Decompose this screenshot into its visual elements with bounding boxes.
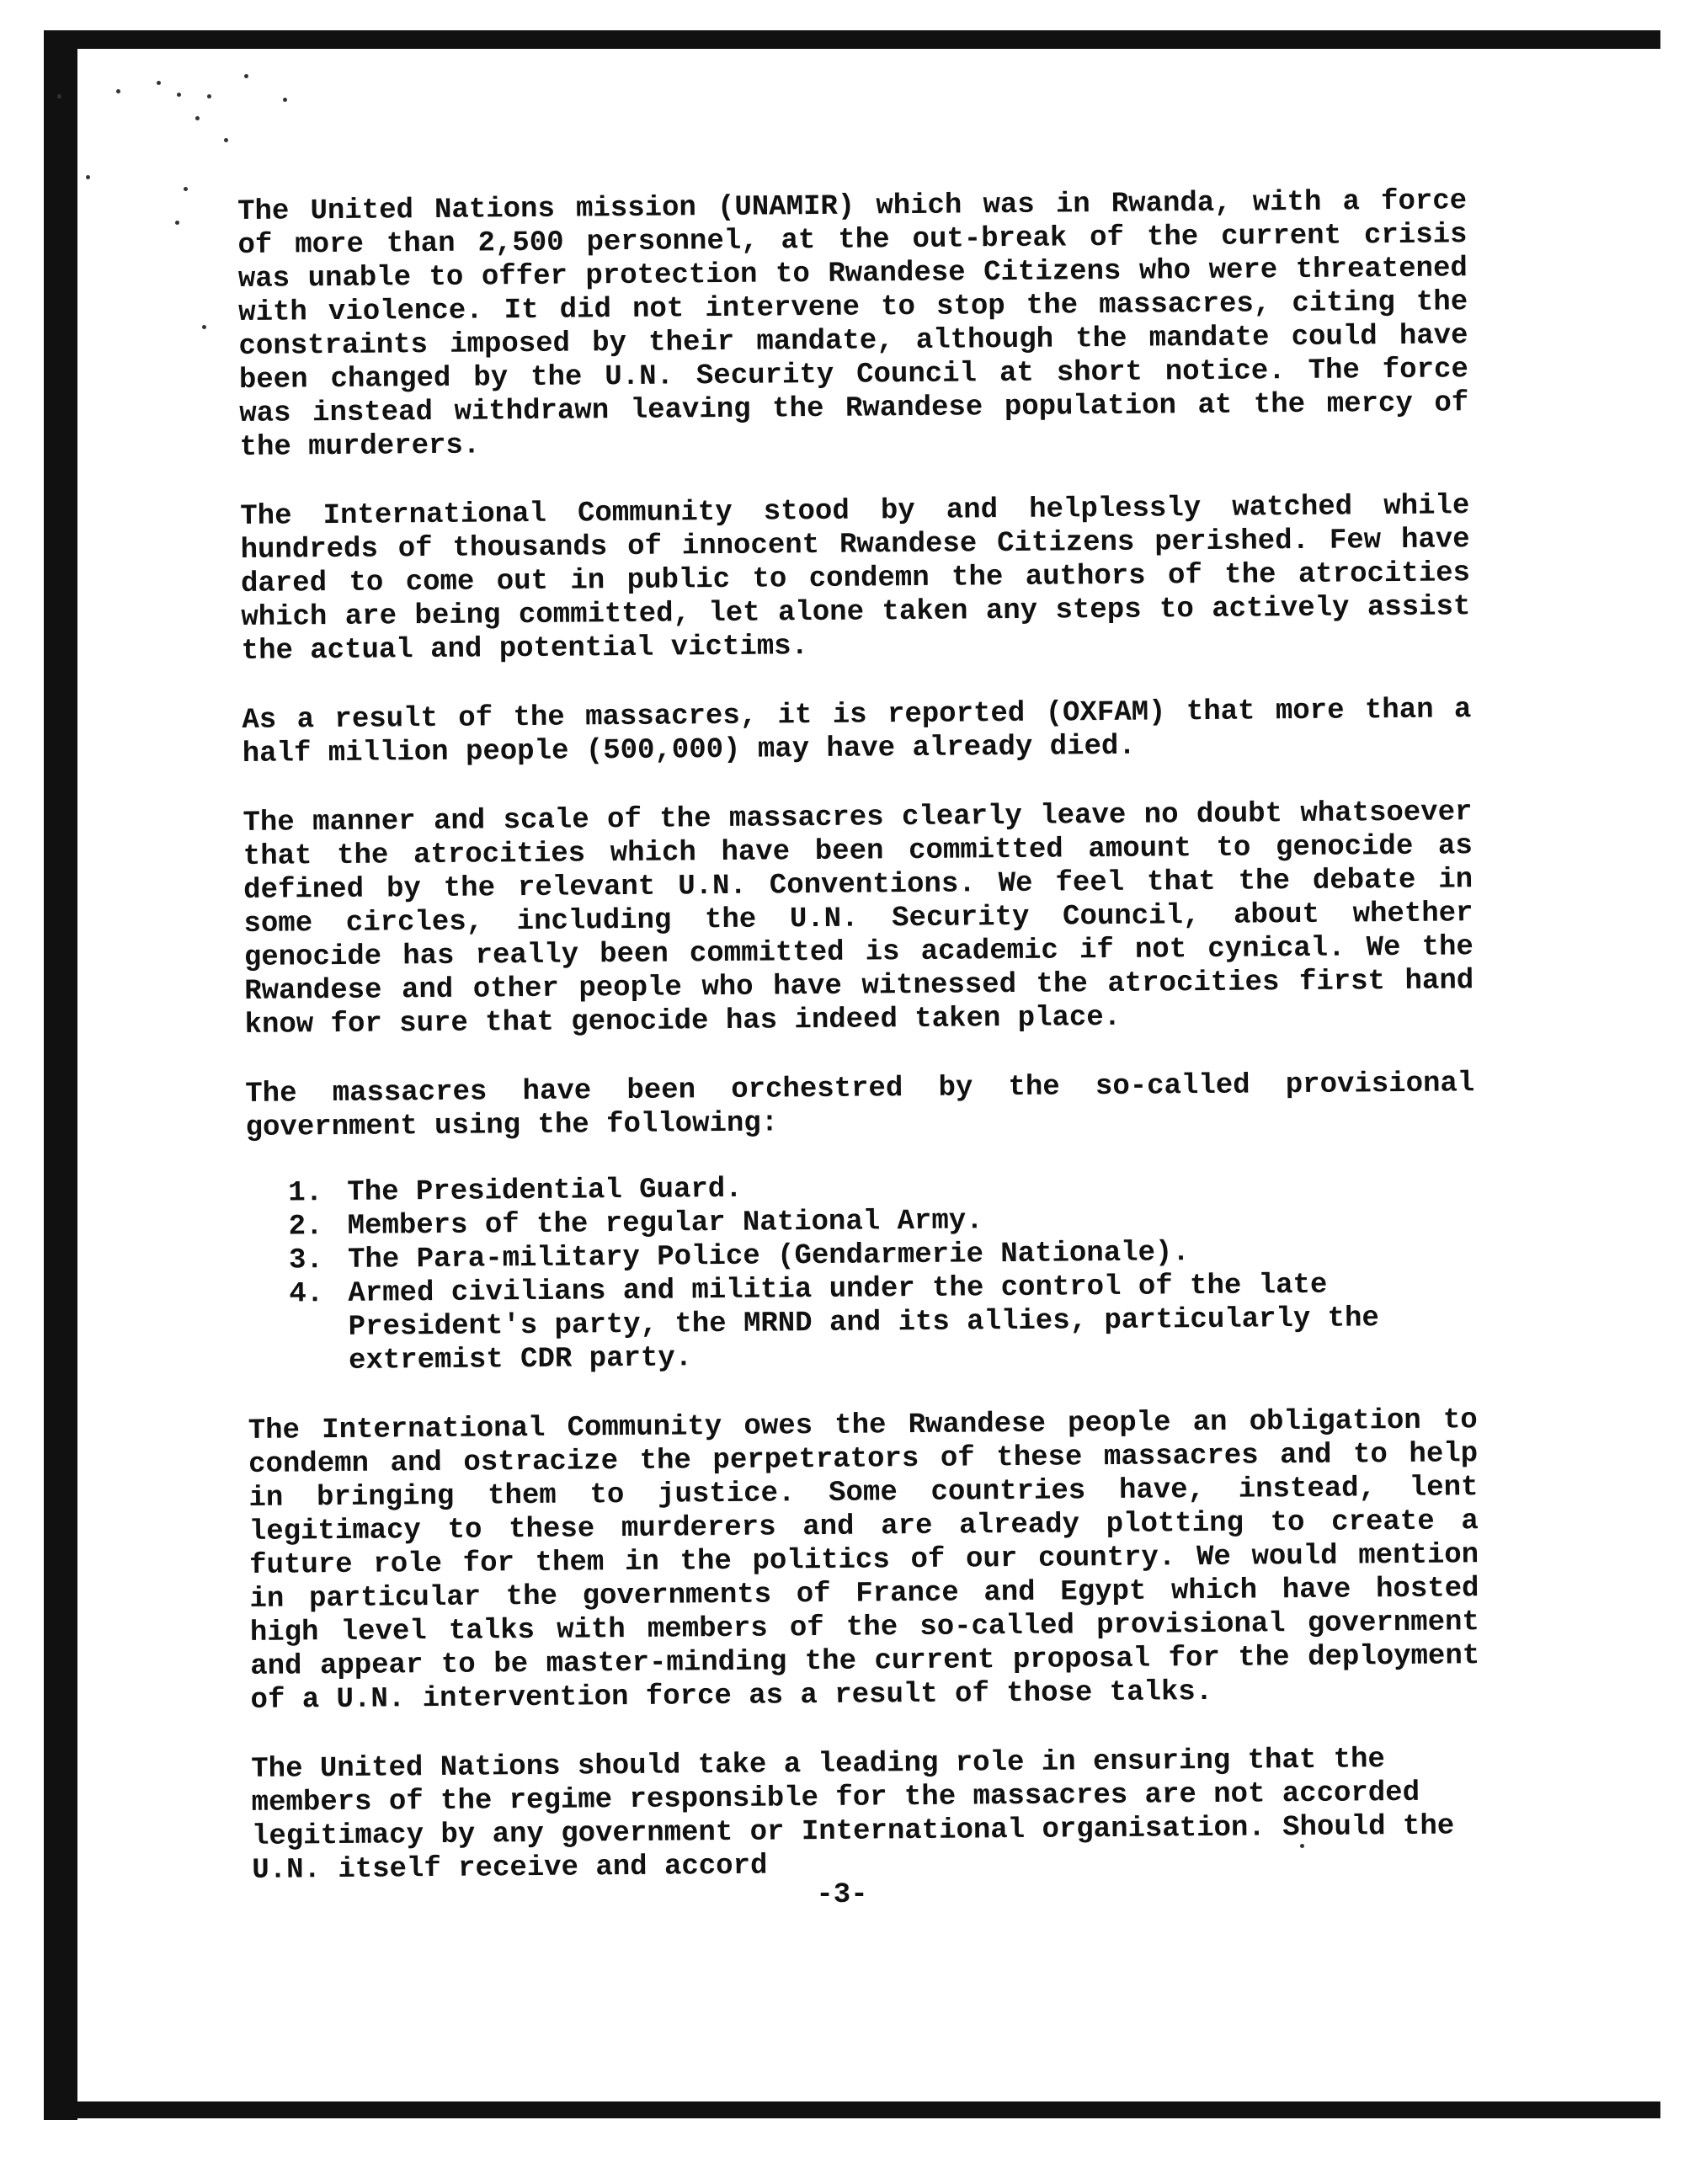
paragraph-obligation: The International Community owes the Rwandese people an obligation to condemn and ostracize the perpetrators of these massacres and to help in bringing them to justice. Some countries have, instead, lent legitimacy to these murderers and are already plotting to create a future role for them in the politics of our country. We would mention in particular the governments of France and Egypt which have hosted high level talks with members of the so-called provisional government and appear to be master-minding the current proposal for the deployment of a U.N. intervention force as a result of those talks. <box>248 1404 1480 1717</box>
list-item-number: 1. <box>288 1177 323 1210</box>
scan-border-top <box>44 30 1660 49</box>
list-item-number: 4. <box>289 1278 324 1311</box>
document-body <box>237 184 1482 1923</box>
scan-speck <box>202 325 206 329</box>
scan-speck <box>184 187 188 191</box>
scan-speck <box>157 81 161 85</box>
paragraph-unamir: The United Nations mission (UNAMIR) which was in Rwanda, with a force of more than 2,500 personnel, at the out-break of the current crisis was unable to offer protection to Rwandese Citizens who were threatened with violence. It did not intervene to stop the massacres, citing the constraints imposed by their mandate, although the mandate could have been changed by the U.N. Security Council at short notice. The force was instead withdrawn leaving the Rwandese population at the mercy of the murderers. <box>237 185 1469 464</box>
scan-border-left <box>44 30 77 2120</box>
list-item <box>289 1267 1477 1378</box>
paragraph-genocide: The manner and scale of the massacres clearly leave no doubt whatsoever that the atrocities which have been committed amount to genocide as defined by the relevant U.N. Conventions. We feel that the debate in some circles, including the U.N. Security Council, about whether genocide has really been committed is academic if not cynical. We the Rwandese and other people who have witnessed the atrocities first hand know for sure that genocide has indeed taken place. <box>242 796 1474 1041</box>
list-item-text: Armed civilians and militia under the control of the late President's party, the MRND and its allies, particularly the extremist CDR party. <box>348 1269 1380 1377</box>
scan-speck <box>57 94 61 99</box>
page-number: -3- <box>816 1879 868 1911</box>
scan-speck <box>175 221 179 225</box>
scan-speck <box>195 116 200 120</box>
paragraph-death-toll: As a result of the massacres, it is reported (OXFAM) that more than a half million people (500,000) may have already died. <box>242 694 1472 770</box>
scan-speck <box>207 94 211 99</box>
paragraph-orchestrated: The massacres have been orchestred by the so-called provisional government using the following: <box>245 1068 1475 1144</box>
list-item-text: The Presidential Guard. <box>347 1173 743 1209</box>
scan-speck <box>177 93 181 97</box>
list-item-text: The Para-military Police (Gendarmerie Nationale). <box>347 1237 1190 1276</box>
paragraph-un-leading-role: The United Nations should take a leading role in ensuring that the members of the regime responsible for the massacres are not accorded legitimacy by any government or International organisation. Should the U.N. itself receive and accord <box>251 1744 1455 1887</box>
list-item-number: 3. <box>288 1244 324 1277</box>
list-item-number: 2. <box>288 1211 323 1244</box>
paragraph-international-community: The International Community stood by and helplessly watched while hundreds of thousands of innocent Rwandese Citizens perished. Few have dared to come out in public to condemn the authors of the atrocities which are being committed, let alone taken any steps to actively assist the actual and potential victims. <box>240 490 1471 668</box>
scan-speck <box>86 175 90 179</box>
scan-speck <box>283 98 287 102</box>
scan-speck <box>224 138 228 142</box>
perpetrators-list <box>246 1166 1477 1379</box>
scan-speck <box>244 74 248 78</box>
list-item-text: Members of the regular National Army. <box>347 1205 983 1243</box>
scan-speck <box>116 89 120 93</box>
scan-border-bottom <box>44 2101 1660 2118</box>
